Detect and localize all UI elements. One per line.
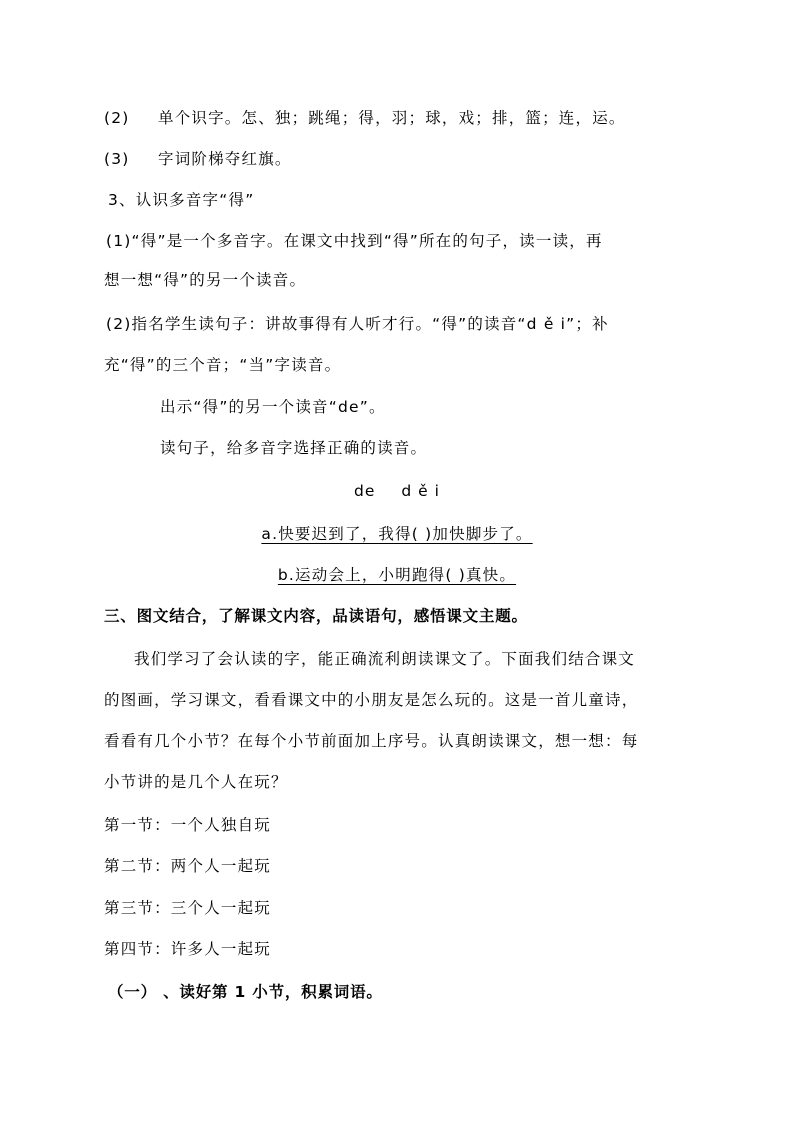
item-number: (2) bbox=[104, 109, 130, 127]
paragraph-line: 我们学习了会认读的字，能正确流利朗读课文了。下面我们结合课文 bbox=[134, 650, 636, 668]
pinyin-options bbox=[0, 481, 794, 501]
subsection-heading: （一） 、读好第 1 小节，积累词语。 bbox=[108, 983, 383, 1001]
step-1-line-2: 想一想“得”的另一个读音。 bbox=[104, 271, 307, 289]
paragraph-line: 看看有几个小节？在每个小节前面加上序号。认真朗读课文，想一想：每 bbox=[104, 732, 639, 750]
section-3-heading: 三、图文结合，了解课文内容，品读语句，感悟课文主题。 bbox=[104, 607, 528, 625]
list-item bbox=[104, 149, 292, 169]
paragraph-line: 的图画，学习课文，看看课文中的小朋友是怎么玩的。这是一首儿童诗， bbox=[104, 691, 639, 709]
step-2-line-2: 充“得”的三个音；“当”字读音。 bbox=[104, 356, 342, 374]
instruction: 读句子，给多音字选择正确的读音。 bbox=[160, 439, 428, 457]
heading-polyphone: 3、认识多音字“得” bbox=[108, 191, 255, 209]
step-2-line-1: (2)指名学生读句子：讲故事得有人听才行。“得”的读音“d ě i”；补 bbox=[106, 315, 609, 333]
sentence-b-text: b.运动会上，小明跑得( )真快。 bbox=[277, 566, 517, 584]
sentence-a-text: a.快要迟到了，我得( )加快脚步了。 bbox=[261, 525, 533, 543]
paragraph-line: 小节讲的是几个人在玩？ bbox=[104, 773, 288, 791]
stanza-item: 第二节：两个人一起玩 bbox=[104, 857, 272, 875]
step-1-line-1: (1)“得”是一个多音字。在课文中找到“得”所在的句子，读一读，再 bbox=[106, 232, 603, 250]
sentence-b bbox=[0, 565, 794, 585]
pinyin-de: de bbox=[354, 482, 376, 500]
pinyin-dei: d ě i bbox=[401, 482, 440, 500]
item-text: 单个识字。怎、独；跳绳；得，羽；球，戏；排，篮；连，运。 bbox=[158, 109, 626, 127]
stanza-item: 第一节：一个人独自玩 bbox=[104, 816, 272, 834]
list-item bbox=[104, 108, 626, 128]
stanza-item: 第四节：许多人一起玩 bbox=[104, 940, 272, 958]
stanza-item: 第三节：三个人一起玩 bbox=[104, 899, 272, 917]
sentence-a bbox=[0, 524, 794, 544]
show-other-reading: 出示“得”的另一个读音“de”。 bbox=[160, 398, 386, 416]
item-number: (3) bbox=[104, 150, 130, 168]
item-text: 字词阶梯夺红旗。 bbox=[158, 150, 292, 168]
